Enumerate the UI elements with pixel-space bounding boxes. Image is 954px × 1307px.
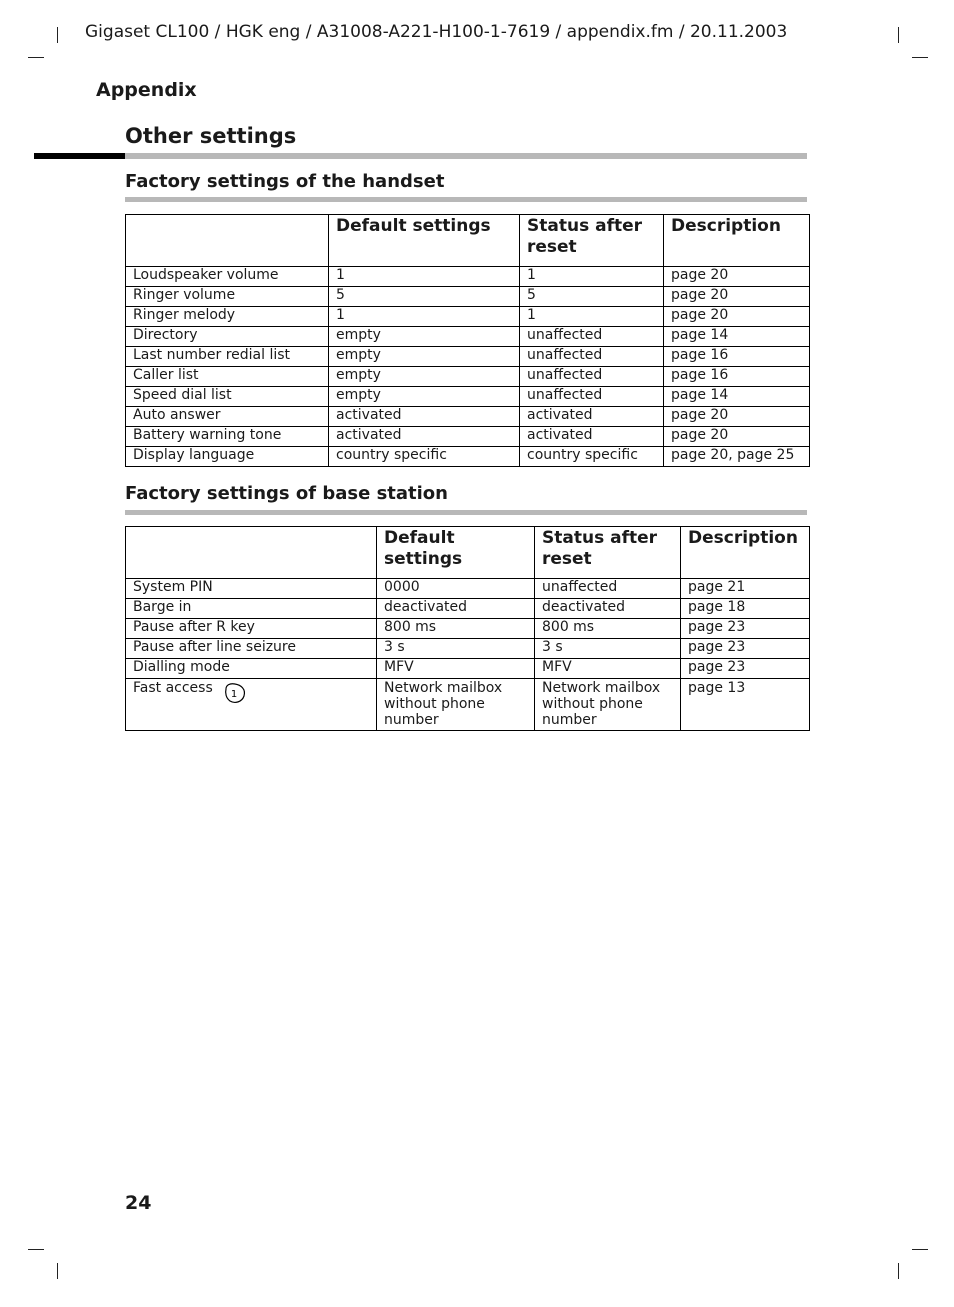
base-settings-rule xyxy=(125,510,807,515)
column-header-description: Description xyxy=(664,215,810,267)
status-after-reset: deactivated xyxy=(535,599,681,619)
table-row xyxy=(126,267,810,287)
default-value: activated xyxy=(329,427,520,447)
table-row xyxy=(126,447,810,467)
crop-mark xyxy=(28,57,44,58)
setting-name: System PIN xyxy=(126,579,377,599)
table-row xyxy=(126,599,810,619)
table-header-row xyxy=(126,215,810,267)
status-after-reset: 3 s xyxy=(535,639,681,659)
handset-settings-title: Factory settings of the handset xyxy=(125,171,445,192)
status-after-reset: MFV xyxy=(535,659,681,679)
column-header-default: Default settings xyxy=(329,215,520,267)
crop-mark xyxy=(912,57,928,58)
table-row xyxy=(126,387,810,407)
table-row xyxy=(126,367,810,387)
status-after-reset: unaffected xyxy=(520,327,664,347)
column-header-status: Status after reset xyxy=(535,527,681,579)
table-row xyxy=(126,659,810,679)
page-reference: page 21 xyxy=(681,579,810,599)
crop-mark xyxy=(898,1263,899,1279)
table-row xyxy=(126,287,810,307)
chapter-title: Appendix xyxy=(96,79,197,101)
crop-mark xyxy=(57,27,58,43)
setting-name: Speed dial list xyxy=(126,387,329,407)
column-header-default: Default settings xyxy=(377,527,535,579)
section-rule xyxy=(125,153,807,159)
table-row xyxy=(126,427,810,447)
status-after-reset: 5 xyxy=(520,287,664,307)
base-settings-table xyxy=(125,526,810,731)
status-after-reset: 1 xyxy=(520,307,664,327)
page-reference: page 20 xyxy=(664,427,810,447)
key-1-icon xyxy=(223,681,247,705)
table-row xyxy=(126,347,810,367)
default-value: 5 xyxy=(329,287,520,307)
page-reference: page 20, page 25 xyxy=(664,447,810,467)
crop-mark xyxy=(912,1249,928,1250)
setting-name: Ringer volume xyxy=(126,287,329,307)
setting-name: Pause after R key xyxy=(126,619,377,639)
column-header xyxy=(126,215,329,267)
page-reference: page 14 xyxy=(664,327,810,347)
document-header: Gigaset CL100 / HGK eng / A31008-A221-H100-1-7619 / appendix.fm / 20.11.2003 xyxy=(85,22,788,42)
page-reference: page 18 xyxy=(681,599,810,619)
status-after-reset: Network mailbox without phone number xyxy=(535,679,681,731)
setting-name: Auto answer xyxy=(126,407,329,427)
setting-name-cell xyxy=(126,679,377,731)
setting-name: Dialling mode xyxy=(126,659,377,679)
default-value: MFV xyxy=(377,659,535,679)
default-value: empty xyxy=(329,387,520,407)
page-reference: page 20 xyxy=(664,407,810,427)
status-after-reset: unaffected xyxy=(520,347,664,367)
default-value: 3 s xyxy=(377,639,535,659)
key-1-label: 1 xyxy=(231,689,238,700)
default-value: activated xyxy=(329,407,520,427)
default-value: Network mailbox without phone number xyxy=(377,679,535,731)
page-number: 24 xyxy=(125,1192,152,1214)
setting-name: Battery warning tone xyxy=(126,427,329,447)
default-value: country specific xyxy=(329,447,520,467)
default-value: 800 ms xyxy=(377,619,535,639)
status-after-reset: 1 xyxy=(520,267,664,287)
column-header-status: Status after reset xyxy=(520,215,664,267)
setting-name: Loudspeaker volume xyxy=(126,267,329,287)
table-row xyxy=(126,619,810,639)
page-reference: page 20 xyxy=(664,307,810,327)
default-value: empty xyxy=(329,327,520,347)
page-reference: page 13 xyxy=(681,679,810,731)
page-reference: page 23 xyxy=(681,639,810,659)
default-value: 1 xyxy=(329,267,520,287)
default-value: deactivated xyxy=(377,599,535,619)
crop-mark xyxy=(898,27,899,43)
setting-name: Directory xyxy=(126,327,329,347)
base-settings-title: Factory settings of base station xyxy=(125,483,448,504)
page-reference: page 14 xyxy=(664,387,810,407)
crop-mark xyxy=(57,1263,58,1279)
table-row xyxy=(126,407,810,427)
handset-settings-table xyxy=(125,214,810,467)
default-value: empty xyxy=(329,347,520,367)
page-reference: page 23 xyxy=(681,659,810,679)
page-reference: page 20 xyxy=(664,287,810,307)
crop-mark xyxy=(28,1249,44,1250)
page-reference: page 16 xyxy=(664,367,810,387)
section-title: Other settings xyxy=(125,124,297,148)
status-after-reset: unaffected xyxy=(520,387,664,407)
status-after-reset: country specific xyxy=(520,447,664,467)
setting-name: Caller list xyxy=(126,367,329,387)
default-value: empty xyxy=(329,367,520,387)
page-reference: page 16 xyxy=(664,347,810,367)
setting-name: Display language xyxy=(126,447,329,467)
table-row xyxy=(126,579,810,599)
section-rule-accent xyxy=(34,153,126,159)
page-reference: page 23 xyxy=(681,619,810,639)
default-value: 0000 xyxy=(377,579,535,599)
table-row xyxy=(126,307,810,327)
status-after-reset: unaffected xyxy=(535,579,681,599)
default-value: 1 xyxy=(329,307,520,327)
setting-name: Ringer melody xyxy=(126,307,329,327)
status-after-reset: unaffected xyxy=(520,367,664,387)
status-after-reset: 800 ms xyxy=(535,619,681,639)
page-reference: page 20 xyxy=(664,267,810,287)
setting-name: Barge in xyxy=(126,599,377,619)
table-row xyxy=(126,327,810,347)
setting-name: Fast access xyxy=(133,680,213,696)
column-header-description: Description xyxy=(681,527,810,579)
setting-name: Pause after line seizure xyxy=(126,639,377,659)
status-after-reset: activated xyxy=(520,427,664,447)
status-after-reset: activated xyxy=(520,407,664,427)
table-row xyxy=(126,679,810,731)
table-row xyxy=(126,639,810,659)
column-header xyxy=(126,527,377,579)
table-header-row xyxy=(126,527,810,579)
handset-settings-rule xyxy=(125,197,807,202)
setting-name: Last number redial list xyxy=(126,347,329,367)
